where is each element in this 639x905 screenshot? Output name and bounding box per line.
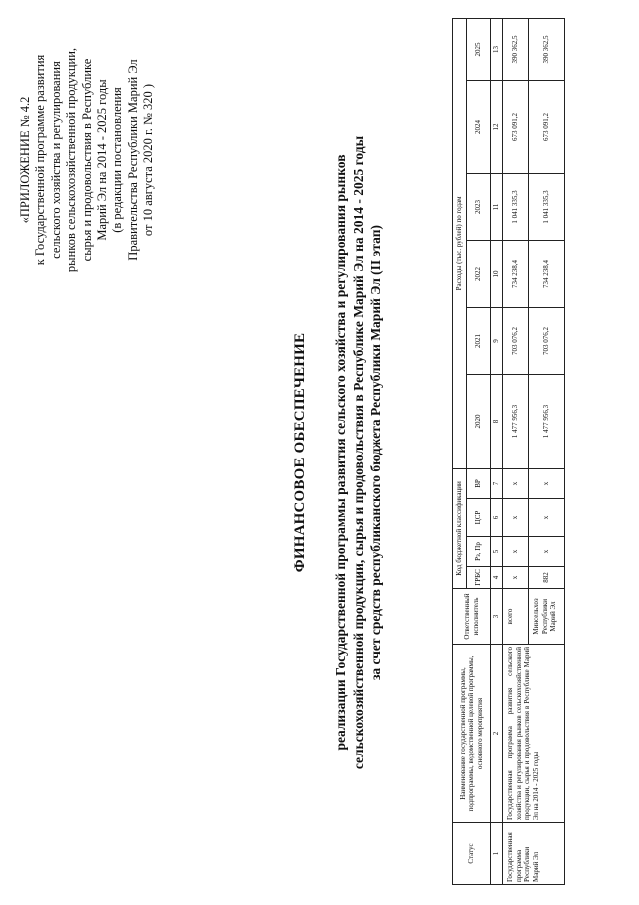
header-rzpr: Рз, Пр <box>467 537 491 567</box>
header-year: 2024 <box>467 80 491 173</box>
header-budget-classification: Код бюджетной классификации <box>453 468 467 588</box>
expense-cell: 390 362,5 <box>529 18 565 80</box>
column-index: 3 <box>491 589 503 645</box>
appendix-line: Марий Эл на 2014 - 2025 годы <box>95 79 110 241</box>
column-index: 4 <box>491 567 503 589</box>
financing-table <box>452 18 565 885</box>
column-index: 11 <box>491 173 503 240</box>
header-year: 2022 <box>467 240 491 307</box>
executor-cell: Минсельхоз Республики Марий Эл <box>529 589 565 645</box>
header-name: Наименование государственной программы, подпрограммы, ведомственной целевой программы, основного мероприятия <box>453 645 491 823</box>
expense-cell: 390 362,5 <box>503 18 529 80</box>
expense-cell: 1 041 335,3 <box>503 173 529 240</box>
appendix-line: рынков сельскохозяйственной продукции, <box>64 47 79 273</box>
document-subtitle <box>332 0 385 905</box>
header-status: Статус <box>453 823 491 885</box>
column-index: 1 <box>491 823 503 885</box>
appendix-line: (в редакции постановления <box>110 87 125 233</box>
status-cell: Государственная программа Республики Марий Эл <box>503 823 565 885</box>
appendix-line: к Государственной программе развития <box>33 54 48 266</box>
document-title: ФИНАНСОВОЕ ОБЕСПЕЧЕНИЕ <box>292 332 308 573</box>
column-index: 13 <box>491 18 503 80</box>
header-csr: ЦСР <box>467 499 491 537</box>
expense-cell: 734 238,4 <box>503 240 529 307</box>
column-index: 5 <box>491 537 503 567</box>
appendix-line: «ПРИЛОЖЕНИЕ № 4.2 <box>18 96 32 224</box>
appendix-line: сельского хозяйства и регулирования <box>48 61 63 259</box>
table-row <box>503 18 529 884</box>
expense-cell: 673 091,2 <box>503 80 529 173</box>
expense-cell: 734 238,4 <box>529 240 565 307</box>
expense-cell: 673 091,2 <box>529 80 565 173</box>
header-vr: ВР <box>467 468 491 498</box>
expense-cell: 1 041 335,3 <box>529 173 565 240</box>
header-year: 2020 <box>467 374 491 468</box>
column-index: 10 <box>491 240 503 307</box>
appendix-line: от 10 августа 2020 г. № 320 ) <box>141 83 156 237</box>
appendix-header <box>18 20 157 300</box>
expense-cell: 703 076,2 <box>529 307 565 374</box>
vr-cell: х <box>529 468 565 498</box>
csr-cell: х <box>503 499 529 537</box>
subtitle-line: сельскохозяйственной продукции, сырья и продовольствия в Республике Марий Эл на 2014 - 2025 годы <box>350 135 366 770</box>
executor-cell: всего <box>503 589 529 645</box>
subtitle-line: за счет средств республиканского бюджета Республики Марий Эл (II этап) <box>368 224 383 681</box>
header-year: 2023 <box>467 173 491 240</box>
column-index: 7 <box>491 468 503 498</box>
expense-cell: 703 076,2 <box>503 307 529 374</box>
grbs-cell: 882 <box>529 567 565 589</box>
rzpr-cell: х <box>503 537 529 567</box>
appendix-line: сырья и продовольствия в Республике <box>79 58 94 262</box>
expense-cell: 1 477 956,3 <box>503 374 529 468</box>
vr-cell: х <box>503 468 529 498</box>
column-index: 6 <box>491 499 503 537</box>
grbs-cell: х <box>503 567 529 589</box>
header-executor: Ответственный исполнитель <box>453 589 491 645</box>
header-year: 2025 <box>467 18 491 80</box>
csr-cell: х <box>529 499 565 537</box>
column-index: 8 <box>491 374 503 468</box>
header-grbs: ГРБС <box>467 567 491 589</box>
header-expenses: Расходы (тыс. рублей) по годам <box>453 18 467 468</box>
expense-cell: 1 477 956,3 <box>529 374 565 468</box>
column-index: 2 <box>491 645 503 823</box>
program-name-cell: Государственная программа развития сельского хозяйства и регулирования рынков сельскохозяйственной продукции, сырья и продовольствия в Республике Марий Эл на 2014 - 2025 годы <box>503 645 565 823</box>
rzpr-cell: х <box>529 537 565 567</box>
column-index: 12 <box>491 80 503 173</box>
subtitle-line: реализации Государственной программы развития сельского хозяйства и регулирования рынков <box>333 154 348 751</box>
appendix-line: Правительства Республики Марий Эл <box>125 59 140 261</box>
header-year: 2021 <box>467 307 491 374</box>
column-index: 9 <box>491 307 503 374</box>
